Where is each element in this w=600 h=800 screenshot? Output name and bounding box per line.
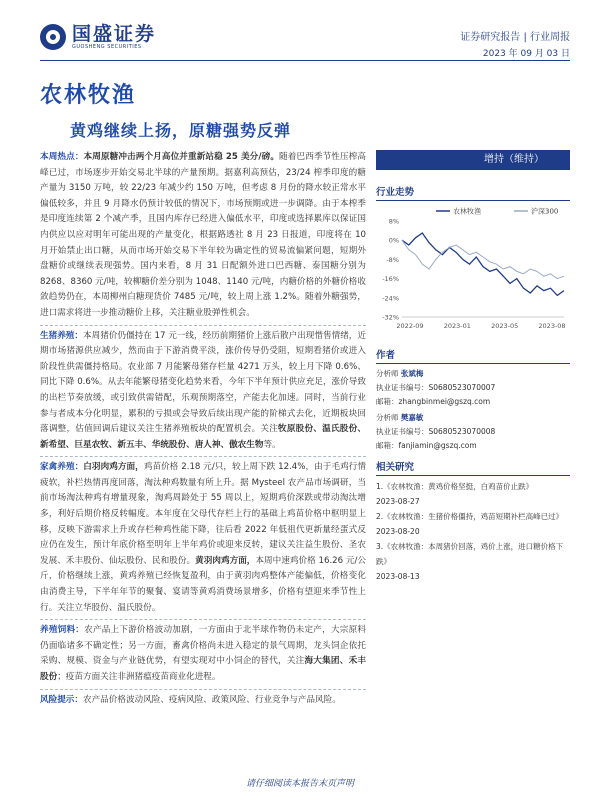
related-date: 2023-08-20 — [376, 527, 420, 536]
author-2 — [376, 411, 570, 453]
paragraph-hotspot — [40, 150, 366, 322]
divider — [40, 456, 366, 457]
divider — [40, 325, 366, 326]
feed-text: 农产品上下游价格波动加剧，一方面由于北半球作物仍未定产，大宗原料仍面临诸多不确定性；另一方面，畜禽价格尚未进入稳定的景气周期，龙头饲企依托采购、规模、资金与产业链优势，有望实现对中小饲企的替代，关注 — [40, 625, 366, 667]
rating-badge: 增持（维持） — [376, 150, 570, 170]
trend-chart-svg — [376, 205, 570, 335]
authors-section-title: 作者 — [376, 347, 570, 364]
legend-label: 沪深300 — [531, 207, 559, 216]
author-role: 分析师 — [376, 413, 399, 422]
related-title[interactable]: 1.《农林牧渔：黄鸡价格坚挺，白鸡苗价止跌》 — [376, 482, 534, 491]
author-email[interactable]: 邮箱：fanjiamin@gszq.com — [376, 441, 477, 450]
paragraph-poultry — [40, 460, 366, 616]
y-tick-label: -32% — [382, 313, 399, 322]
poultry-yellow-lead: 黄羽肉鸡方面， — [195, 555, 256, 566]
feed-stocks: 海大集团、禾丰股份 — [40, 656, 366, 682]
author-name: 樊嘉敏 — [400, 413, 424, 422]
author-name: 张斌梅 — [400, 369, 424, 378]
legend-label: 农林牧渔 — [453, 207, 481, 216]
related-title[interactable]: 2.《农林牧渔：生猪价格僵持，鸡苗短期补栏高峰已过》 — [376, 512, 564, 521]
x-tick-label: 2023-01 — [443, 322, 471, 330]
y-tick-label: -16% — [382, 275, 399, 284]
trend-chart — [376, 205, 570, 339]
poultry-yellow-text: 本周中速鸡价格 16.26 元/公斤，价格继续上涨，黄鸡养殖已经恢复盈利，由于黄羽肉鸡整体产能偏低，价格变化由消费主导，下半年年节的聚餐、宴请等黄鸡消费场景增多，价格有望迎来季节性上行。关注立华股份、温氏股份。 — [40, 555, 366, 613]
feed-label: 养殖饲料： — [40, 625, 85, 636]
author-cert: 执业证书编号：S0680523070007 — [376, 383, 496, 392]
author-1 — [376, 367, 570, 409]
feed-end: ；疫苗方面关注非洲猪瘟疫苗商业化进程。 — [57, 672, 221, 682]
report-date: 2023 年 09 月 03 日 — [482, 49, 570, 59]
sidebar — [376, 150, 570, 584]
related-item[interactable] — [376, 539, 570, 584]
x-tick-label: 2023-08 — [538, 322, 566, 330]
author-role: 分析师 — [376, 369, 399, 378]
report-type: 证券研究报告 | 行业周报 — [460, 32, 570, 43]
related-date: 2023-08-27 — [376, 497, 420, 506]
x-tick-label: 2023-05 — [491, 322, 519, 330]
y-tick-label: -8% — [386, 255, 399, 264]
hog-text: 本周猪价仍僵持在 17 元一线，经历前期猪价上涨后散户出现惜售情绪，近期市场猪源供应减少，然而由于下游消费平淡，涨价传导仍受阻，短期看猪价或进入阶段性供需僵持格局。农业部 7 月能繁母猪存栏量 4271 万头，较上月下降 0.6%、同比下降 0.6%。从去年能繁母猪变化趋势来看，今年下半年预计供应充足，涨价导致的出栏节奏放缓，或引致供需错配，乐观预期落空，产能去化加速。同时，当前行业参与者成本分化明显，累积的亏损或会导致后续出现产能的阶梯式去化，近期板块回落调整，估值回调后建议关注生猪养殖板块的配置机会。关注 — [40, 330, 366, 435]
y-tick-label: -24% — [382, 294, 399, 303]
related-item[interactable] — [376, 509, 570, 539]
main-content — [40, 150, 366, 708]
company-logo — [40, 24, 156, 50]
y-tick-label: 8% — [388, 217, 399, 226]
poultry-white-text: 鸡苗价格 2.18 元/只，较上周下跌 12.4%，由于毛鸡行情疲软，补栏热情再度回落，淘汰种鸡数量有所上升。据 Mysteel 农产品市场调研，当前市场淘汰种鸡有增量现象，淘鸡周龄处于 55 周以上，短期鸡价深跌或带动淘汰增多，利好后期价格反转幅度。本年度在父母代存栏上行的基础上鸡苗价格中枢明显上移，反映下游需求上升或存栏种鸡性能下降，往后看 2022 年低祖代更新量经蛋式反应仍在发生，预计年底价格至明年上半年鸡价或迎来反转，建议关注益生股份、圣农发展、禾丰股份、仙坛股份、民和股份。 — [40, 462, 366, 566]
hotspot-text: 随着巴西季节性压榨高峰已过，市场逐步开始交易北半球的产量预期。据嘉利高预估，23/24 榨季印度的糖产量为 3150 万吨，较 22/23 年减少约 150 万吨，但考虑 8 月份的降水较正常水平偏低较多，并且 9 月降水仍预计较低的情况下，市场预期或进一步调降。由于本榨季是印度连续第 2 个减产季，且国内库存已经进入偏低水平，印度或选择累库以保证国内供应以应对明年可能出现的产量变化，根据路透社 8 月 23 日报道，印度将在 10 月开始禁止出口糖，从而市场开始交易下半年较为确定性的贸易流偏紧问题，短期外盘糖价或继续表现强势。国内来看，8 月 31 日配额外进口巴西糖、泰国糖分别为 8268、8360 元/吨，较柳糖价差分别为 1048、1140 元/吨，内糖价格的外糖价格收敛趋势仍在，本周柳州白糖现货价 7485 元/吨，较上周上涨 1.2%。随着外糖强势，进口需求将进一步推动糖价上移，关注糖业股弹性机会。 — [40, 152, 366, 318]
risk-text: 农产品价格波动风险、疫病风险、政策风险、行业竞争与产品风险。 — [82, 694, 341, 705]
y-tick-label: 0% — [388, 236, 399, 245]
trend-section-title: 行业走势 — [376, 184, 570, 201]
logo-icon — [40, 24, 66, 50]
divider — [40, 689, 366, 690]
hotspot-lead: 本周原糖冲击两个月高位并重新站稳 25 美分/磅。 — [83, 152, 280, 162]
paragraph-hog — [40, 329, 366, 454]
related-date: 2023-08-13 — [376, 572, 420, 581]
author-email[interactable]: 邮箱：zhangbinmei@gszq.com — [376, 397, 491, 406]
industry-title: 农林牧渔 — [40, 82, 137, 108]
risk-label: 风险提示： — [40, 694, 83, 705]
poultry-white-lead: 白羽肉鸡方面， — [83, 462, 144, 473]
hog-end: 等。 — [263, 439, 281, 450]
header-divider — [40, 60, 570, 61]
divider — [40, 619, 366, 620]
series-line-hs300 — [402, 240, 564, 278]
report-title: 黄鸡继续上扬，原糖强势反弹 — [70, 121, 292, 140]
series-line-agri — [402, 233, 564, 295]
related-item[interactable] — [376, 479, 570, 509]
author-cert: 执业证书编号：S0680523070008 — [376, 427, 496, 436]
poultry-label: 家禽养殖： — [40, 462, 84, 473]
footer-disclaimer: 请仔细阅读本报告末页声明 — [245, 779, 354, 789]
paragraph-feed — [40, 623, 366, 685]
logo-cn: 国盛证券 — [72, 23, 157, 45]
logo-en: GUOSHENG SECURITIES — [72, 44, 142, 50]
hotspot-label: 本周热点： — [40, 152, 84, 162]
hog-label: 生猪养殖： — [40, 330, 83, 341]
related-title[interactable]: 3.《农林牧渔：本周猪价回落，鸡价上涨，进口糖价格下跌》 — [376, 542, 564, 566]
x-tick-label: 2022-09 — [396, 322, 424, 330]
hog-stocks: 牧原股份、温氏股份、新希望、巨星农牧、新五丰、华统股份、唐人神、傲农生物 — [40, 424, 366, 450]
paragraph-risk — [40, 693, 366, 709]
related-section-title: 相关研究 — [376, 459, 570, 476]
